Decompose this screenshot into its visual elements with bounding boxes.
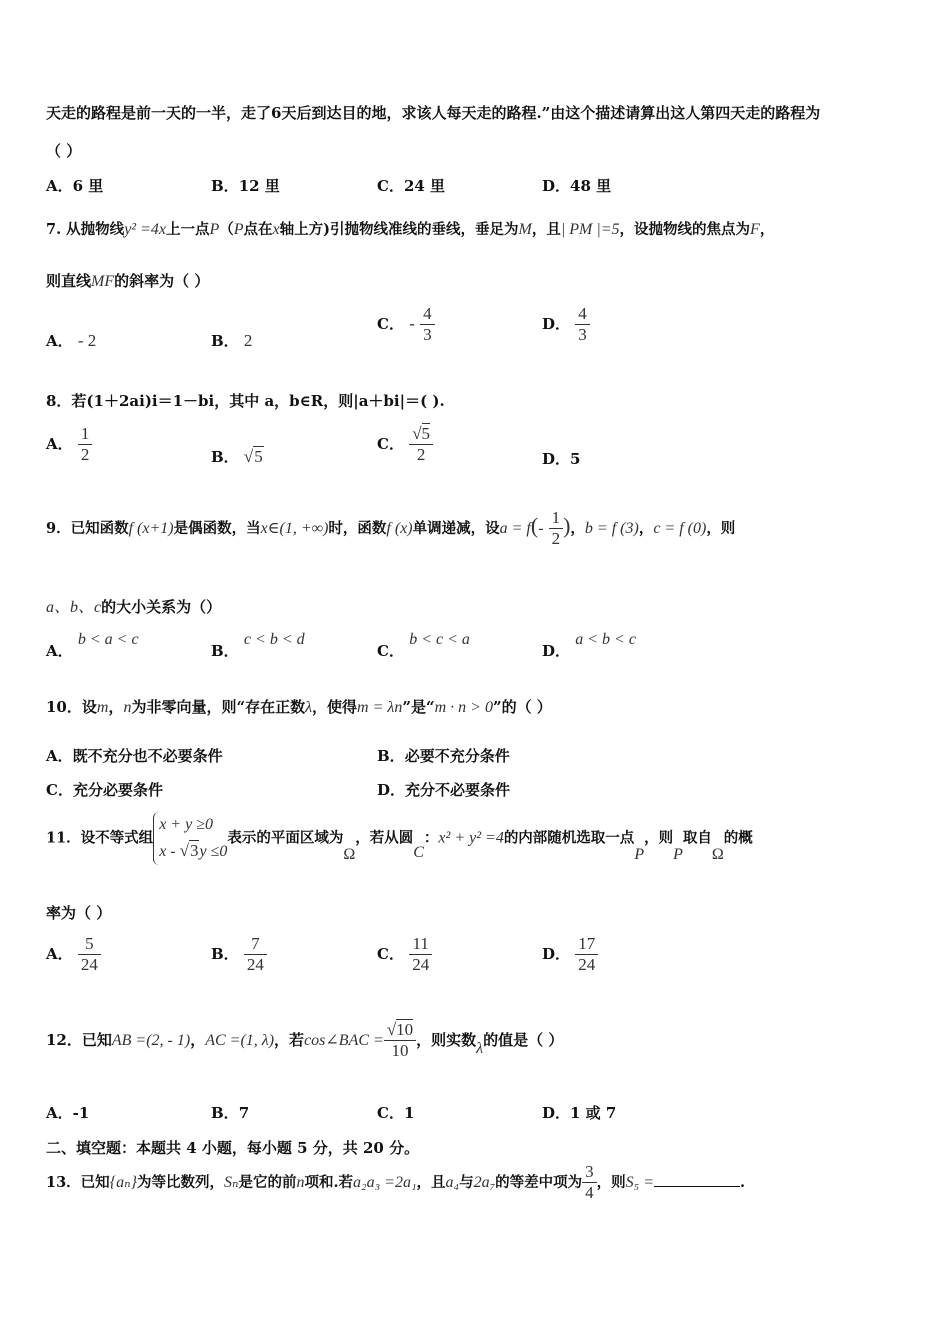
- q9-option-b: B． c < b < d: [211, 631, 305, 660]
- q11-stem-line2: 率为（ ）: [46, 904, 112, 922]
- q6-stem-line2: （ ）: [46, 142, 82, 160]
- q10-option-a: A．既不充分也不必要条件: [46, 747, 223, 765]
- fraction: $\frac{7}{24}$: [244, 934, 267, 976]
- q10-option-b: B．必要不充分条件: [377, 747, 510, 765]
- q12-stem: 12．已知AB =(2, - 1)，AC =(1, λ)，若cos∠BAC = $\frac{√10}{10}$ ，则实数λ的值是（ ）: [46, 1020, 564, 1061]
- fraction: $\frac{3}{4}$: [582, 1162, 597, 1204]
- fraction: $\frac{4}{3}$: [575, 304, 590, 346]
- q8-option-a: A． $\frac{1}{2}$: [46, 424, 92, 466]
- q9-stem-line2: a、b、c的大小关系为（）: [46, 598, 222, 616]
- fraction: $\frac{5}{24}$: [78, 934, 101, 976]
- q12-option-c: C．1: [377, 1104, 415, 1122]
- section-2-heading: 二、填空题：本题共 4 小题，每小题 5 分，共 20 分。: [46, 1139, 420, 1157]
- q12-option-d: D．1 或 7: [542, 1104, 617, 1122]
- q8-stem: 8．若(1＋2ai)i＝1－bi，其中 a，b∈R，则|a＋bi|＝( ).: [46, 392, 445, 410]
- q11-stem-line1: 11．设不等式组 x + y ≥0 x - √3y ≤0 表示的平面区域为Ω，若从圆C：x² + y² =4的内部随机选取一点P，则P取自Ω的概: [46, 812, 753, 865]
- q8-option-b: B． √5: [211, 447, 263, 466]
- q7-option-c: C． - $\frac{4}{3}$: [377, 304, 435, 346]
- fraction: $\frac{17}{24}$: [575, 934, 598, 976]
- q8-option-c: C． $\frac{√5}{2}$: [377, 424, 433, 466]
- q11-option-b: B． $\frac{7}{24}$: [211, 934, 267, 976]
- answer-blank[interactable]: [654, 1172, 740, 1187]
- fraction: $\frac{1}{2}$: [78, 424, 93, 466]
- q8-option-d: D．5: [542, 450, 581, 468]
- q9-option-d: D． a < b < c: [542, 631, 636, 660]
- q6-option-a: A．6 里: [46, 177, 104, 195]
- fraction: $\frac{√10}{10}$: [384, 1020, 416, 1062]
- q10-stem: 10．设m，n为非零向量，则“存在正数λ，使得m = λn”是“m · n > 0”的（ ）: [46, 698, 552, 716]
- q9-option-c: C． b < c < a: [377, 631, 470, 660]
- q9-option-a: A． b < a < c: [46, 631, 139, 660]
- q7-stem-line1: 7. 从抛物线y² =4x上一点P（P点在x轴上方)引抛物线准线的垂线，垂足为M，且| PM |=5，设抛物线的焦点为F，: [46, 221, 775, 238]
- q7-option-b: B． 2: [211, 331, 253, 350]
- fraction: $\frac{1}{2}$: [549, 508, 564, 550]
- sqrt: √5: [243, 447, 263, 466]
- q13-stem: 13．已知{aₙ}为等比数列，Sₙ是它的前n项和.若a₂a₃ =2a₁，且a₄与2a₇的等差中项为 $\frac{3}{4}$ ，则S₅ = .: [46, 1162, 746, 1203]
- q10-option-d: D．充分不必要条件: [377, 781, 511, 799]
- fraction: $\frac{11}{24}$: [409, 934, 432, 976]
- q11-option-a: A． $\frac{5}{24}$: [46, 934, 101, 976]
- q12-option-a: A．-1: [46, 1104, 90, 1122]
- inequality-system: x + y ≥0 x - √3y ≤0: [153, 812, 227, 865]
- q6-option-c: C．24 里: [377, 177, 446, 195]
- q7-stem-line2: 则直线MF的斜率为（ ）: [46, 272, 210, 290]
- q6-stem-line1: 天走的路程是前一天的一半，走了6天后到达目的地，求该人每天走的路程.”由这个描述请算出这人第四天走的路程为: [46, 104, 821, 122]
- q12-option-b: B．7: [211, 1104, 250, 1122]
- q6-option-b: B．12 里: [211, 177, 280, 195]
- q11-option-d: D． $\frac{17}{24}$: [542, 934, 598, 976]
- q9-stem-line1: 9．已知函数f (x+1)是偶函数，当x∈(1, +∞)时，函数f (x)单调递减，设a = f(- $\frac{1}{2}$ )，b = f (3)，c = f (0)，则: [46, 508, 736, 549]
- q11-option-c: C． $\frac{11}{24}$: [377, 934, 432, 976]
- fraction: $\frac{4}{3}$: [420, 304, 435, 346]
- q6-option-d: D．48 里: [542, 177, 612, 195]
- fraction: $\frac{√5}{2}$: [409, 424, 433, 466]
- q7-option-d: D． $\frac{4}{3}$: [542, 304, 590, 346]
- q10-option-c: C．充分必要条件: [46, 781, 163, 799]
- q7-option-a: A． - 2: [46, 331, 97, 350]
